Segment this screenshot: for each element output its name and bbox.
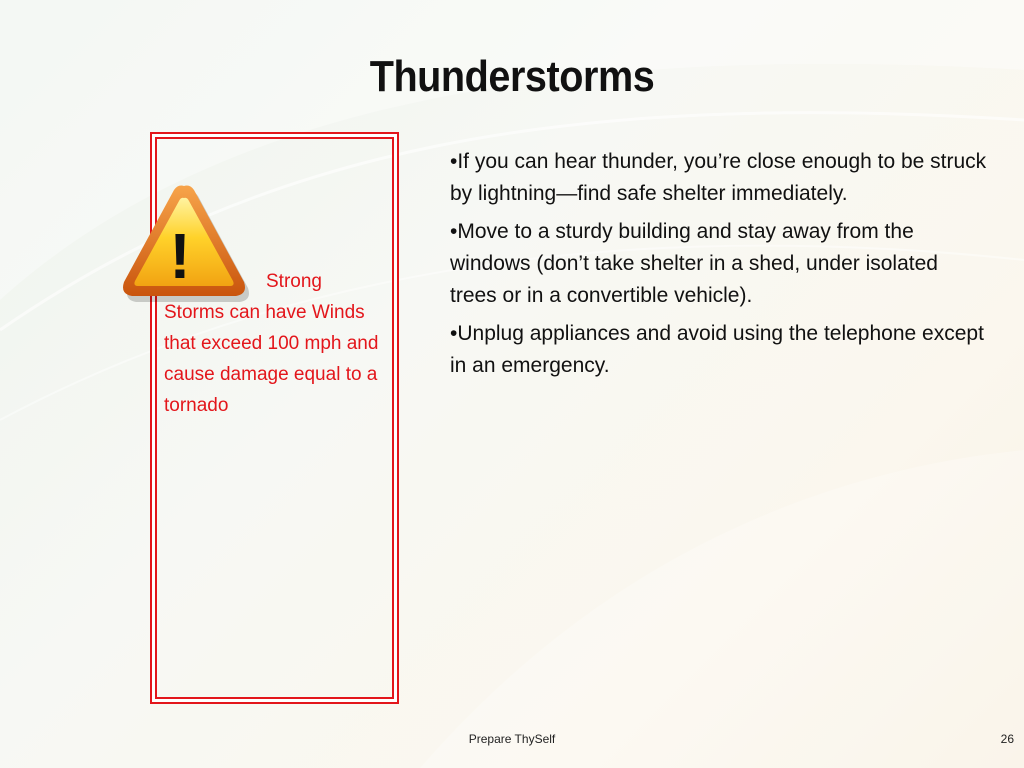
bullet-list (450, 146, 990, 388)
exclamation-glyph: ! (169, 220, 191, 292)
bullet-item: •If you can hear thunder, you’re close enough to be struck by lightning—find safe shelter immediately. (450, 150, 987, 205)
slide-title: Thunderstorms (369, 52, 655, 101)
callout-rest: Storms can have Winds that exceed 100 mph and cause damage equal to a tornado (164, 302, 379, 416)
page-number: 26 (1000, 732, 1014, 746)
callout-first-word: Strong (266, 271, 322, 292)
bullet-item: •Unplug appliances and avoid using the telephone except in an emergency. (450, 322, 984, 377)
bullet-item: •Move to a sturdy building and stay away from the windows (don’t take shelter in a shed, under isolated trees or in a convertible vehicle). (450, 220, 938, 307)
footer-text: Prepare ThySelf (468, 732, 556, 746)
callout-text (164, 266, 386, 421)
